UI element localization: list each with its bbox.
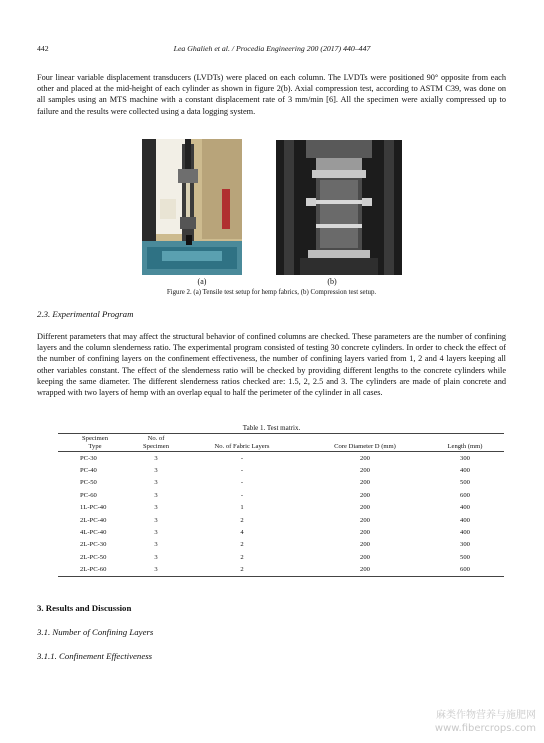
table-cell-diameter: 200 (304, 564, 426, 577)
col-no-of-specimen: No. of Specimen (132, 434, 180, 452)
table-cell-count: 3 (154, 491, 158, 499)
table-row (58, 477, 504, 489)
table-cell-length: 400 (460, 504, 470, 512)
compression-test-photo (276, 140, 402, 275)
section-2-3-heading: 2.3. Experimental Program (37, 309, 134, 319)
col-fabric-layers: No. of Fabric Layers (180, 434, 304, 452)
table-cell-count: 3 (154, 504, 158, 512)
figure-label-a: (a) (197, 277, 207, 286)
watermark-line-2: www.fibercrops.com (434, 723, 536, 734)
table-cell-layers: 2 (240, 516, 244, 524)
table-cell-diameter: 200 (360, 479, 370, 487)
table-cell-type: 2L-PC-40 (80, 516, 107, 524)
page-number: 442 (37, 44, 49, 53)
table-cell-length: 300 (460, 541, 470, 549)
section-3-1-1-heading: 3.1.1. Confinement Effectiveness (37, 651, 153, 661)
table-cell-count: 3 (154, 541, 158, 549)
running-head: Lea Ghalieh et al. / Procedia Engineering 200 (2017) 440–447 (173, 44, 371, 53)
table-cell-diameter: 200 (360, 504, 370, 512)
table-cell-count: 3 (154, 454, 158, 462)
table-cell-layers: - (240, 491, 244, 499)
tensile-test-photo (142, 139, 242, 275)
table-cell-layers: - (240, 454, 244, 462)
table-cell-type: 4L-PC-40 (80, 529, 107, 537)
table-row (58, 539, 504, 551)
table-cell-type: 2L-PC-30 (80, 541, 107, 549)
table-cell-diameter: 200 (360, 516, 370, 524)
table-cell-diameter: 200 (360, 454, 370, 462)
figure-caption: Figure 2. (a) Tensile test setup for hemp fabrics, (b) Compression test setup. (166, 289, 377, 296)
table-cell-diameter: 200 (360, 553, 370, 561)
table-cell-layers: 2 (240, 553, 244, 561)
test-matrix-table (58, 433, 504, 577)
table-cell-diameter: 200 (360, 541, 370, 549)
table-cell-layers: 1 (240, 504, 244, 512)
table-cell-diameter: 200 (360, 467, 370, 475)
table-cell-length: 500 (460, 479, 470, 487)
section-3-heading: 3. Results and Discussion (37, 603, 132, 613)
table-cell-count: 3 (154, 467, 158, 475)
col-core-diameter: Core Diameter D (mm) (304, 434, 426, 452)
table-cell-length: 600 (426, 564, 504, 577)
table-cell-count: 3 (132, 564, 180, 577)
table-cell-length: 400 (460, 529, 470, 537)
table-cell-type: 2L-PC-50 (80, 553, 107, 561)
table-cell-diameter: 200 (360, 529, 370, 537)
table-cell-layers: - (240, 467, 244, 475)
table-cell-layers: 2 (180, 564, 304, 577)
figure-label-b: (b) (327, 277, 337, 286)
section-3-1-heading: 3.1. Number of Confining Layers (37, 627, 154, 637)
table-caption: Table 1. Test matrix. (242, 424, 301, 432)
table-cell-layers: 4 (240, 529, 244, 537)
table-cell-layers: - (240, 479, 244, 487)
table-cell-type: PC-60 (80, 491, 97, 499)
table-cell-count: 3 (154, 529, 158, 537)
table-cell-layers: 2 (240, 541, 244, 549)
table-row (58, 551, 504, 563)
table-row (58, 489, 504, 501)
col-length: Length (mm) (426, 434, 504, 452)
table-cell-length: 300 (460, 454, 470, 462)
table-cell-length: 600 (460, 491, 470, 499)
table-row (58, 452, 504, 465)
table-row (58, 564, 504, 577)
col-specimen-type: Specimen Type (58, 434, 132, 452)
table-cell-length: 400 (460, 467, 470, 475)
table-row (58, 526, 504, 538)
table-cell-type: PC-30 (80, 454, 97, 462)
table-row (58, 514, 504, 526)
table-cell-type: PC-50 (80, 479, 97, 487)
table-cell-length: 500 (460, 553, 470, 561)
table-cell-length: 400 (460, 516, 470, 524)
table-cell-count: 3 (154, 479, 158, 487)
running-header (37, 44, 507, 56)
section-2-3-body: Different parameters that may affect the structural behavior of confined columns are checked. These parameters are the number of confining layers and the column slenderness ratio. The experimental program consisted of testing 30 concrete cylinders. In order to check the effect of the number of confining layers on the confinement effectiveness, the number of confining layers varied from 1, 2 and 4 layers keeping all other variables constant. The effect of the slenderness ratio will be checked by providing different lengths to the concrete cylinders while keeping the same diameter. The different slenderness ratios checked are: 1.5, 2, 2.5 and 3. The cylinders are made of plain concrete and wrapped with two layers of hemp with an overlap equal to half the perimeter of the cylinder in all cases. (37, 332, 506, 398)
watermark (435, 709, 536, 735)
table-header-row (58, 434, 504, 452)
table-cell-type: PC-40 (80, 467, 97, 475)
table-cell-count: 3 (154, 516, 158, 524)
table-cell-diameter: 200 (360, 491, 370, 499)
intro-paragraph: Four linear variable displacement transducers (LVDTs) were placed on each column. The LVDTs were positioned 90° opposite from each other and placed at the mid-height of each cylinder as shown in figure 2(b). Axial compression test, according to ASTM C39, was done on all samples using an MTS machine with a constant displacement rate of 3 mm/min [6]. All the specimen were axially compressed up to failure and the results were collected using a data logging system. (37, 73, 506, 116)
table-row (58, 502, 504, 514)
table-cell-type: 2L-PC-60 (58, 564, 132, 577)
table-cell-type: 1L-PC-40 (80, 504, 107, 512)
watermark-line-1: 麻类作物营养与施肥网 (436, 710, 536, 721)
table-cell-count: 3 (154, 553, 158, 561)
table-row (58, 464, 504, 476)
